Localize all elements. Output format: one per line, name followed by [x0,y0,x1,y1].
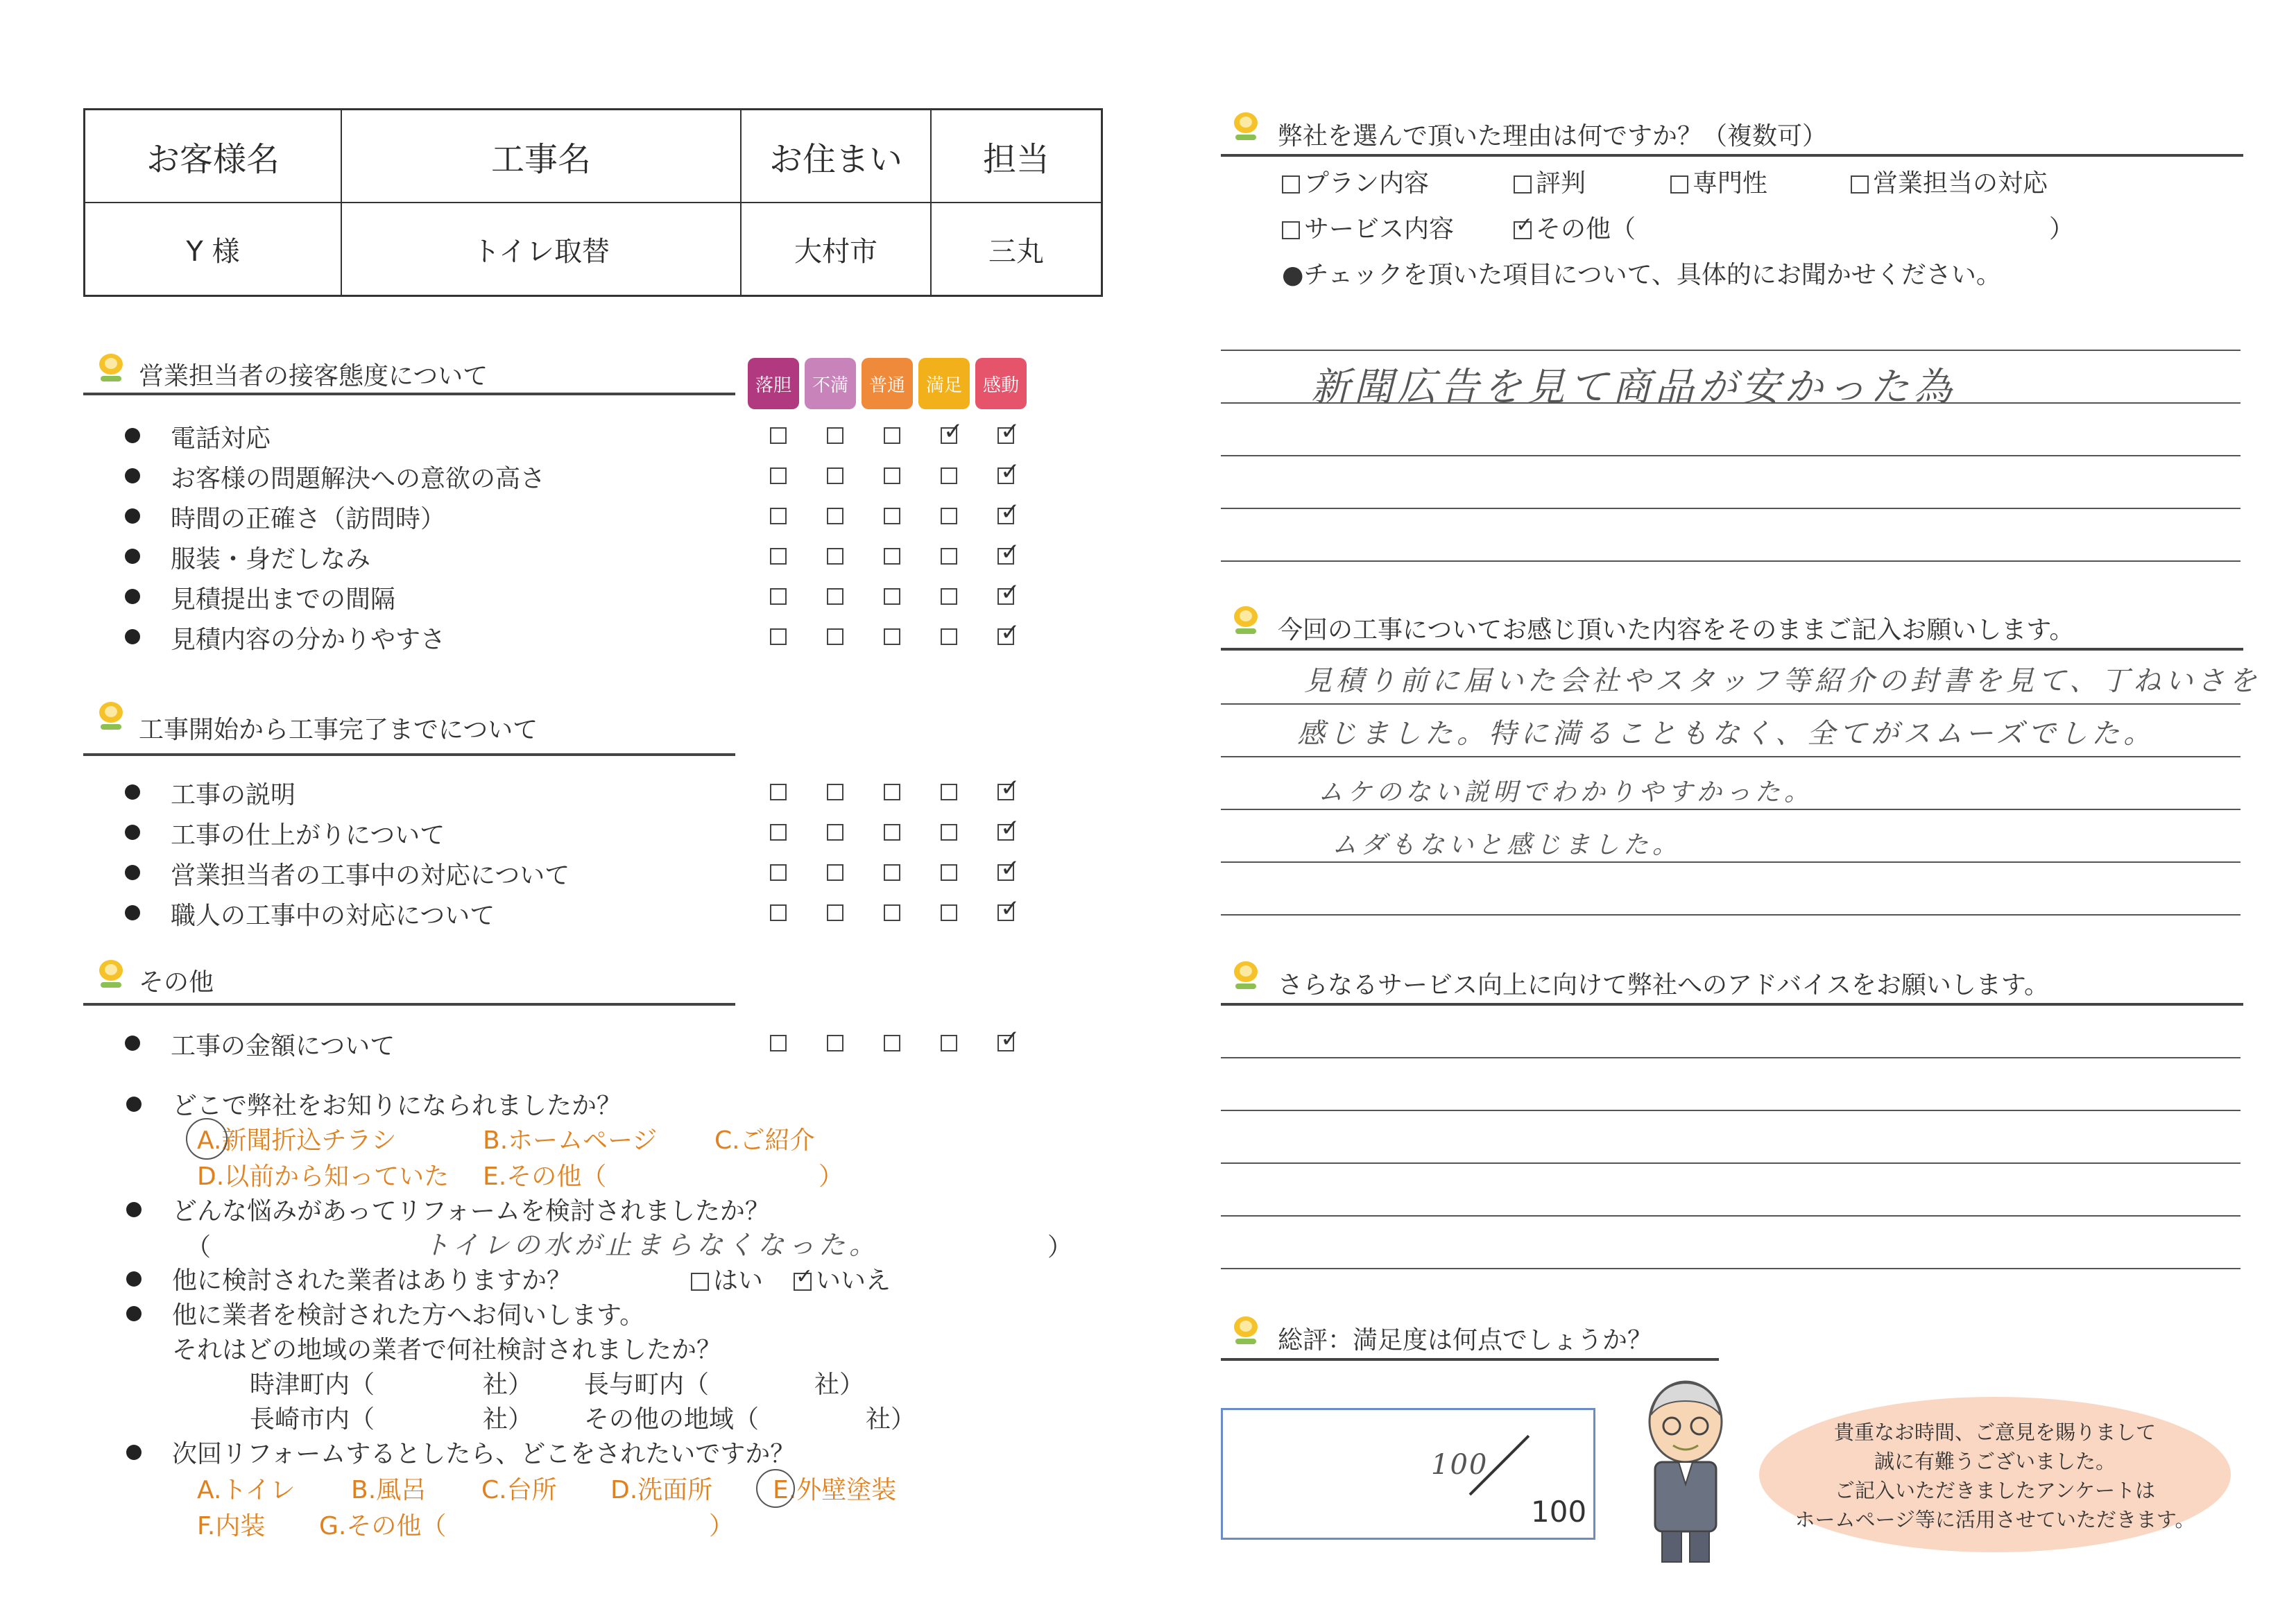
area-nagasaki: 長崎市内（ [250,1405,375,1434]
customer-value: Y 様 [85,203,342,295]
survey-item-label: 服装・身だしなみ [171,545,371,574]
q-worry: どんな悩みがあってリフォームを検討されましたか？ [172,1197,770,1226]
bullet [125,629,140,644]
flower-icon [97,702,125,730]
writing-line [1221,703,2241,705]
rating-checkbox[interactable] [827,588,843,605]
how-known-option-c: C.ご紹介 [714,1126,815,1155]
work-value: トイレ取替 [342,203,742,295]
next-option-f: F.内装 [197,1512,266,1540]
rating-checkbox[interactable] [941,824,957,841]
writing-line [1221,1057,2241,1058]
rating-checkbox[interactable] [770,427,787,444]
flower-icon [97,960,125,988]
survey-item-label: お客様の問題解決への意欲の高さ [171,465,546,493]
survey-item-label: 職人の工事中の対応について [171,902,495,930]
rating-header-0: 落胆 [748,358,799,409]
how-known-close: ） [819,1162,844,1191]
area-other-count: 社） [866,1405,916,1434]
area-nagasaki-count: 社） [483,1405,533,1434]
rating-checkbox[interactable] [997,824,1014,841]
section3-title: その他 [139,968,214,997]
bullet [126,1271,142,1287]
writing-line [1221,455,2241,456]
bullet [125,905,140,920]
section2-underline [83,753,735,756]
section2-title: 工事開始から工事完了までについて [139,716,538,744]
rating-checkbox[interactable] [827,548,843,565]
flower-icon [1232,606,1260,634]
rating-checkbox[interactable] [941,548,957,565]
next-option-d: D.洗面所 [610,1476,713,1504]
rating-checkbox[interactable] [827,864,843,881]
rating-checkbox[interactable] [997,904,1014,921]
thanks-line: ホームページ等に活用させていただきます。 [1794,1508,2195,1531]
rating-checkbox[interactable] [997,628,1014,645]
reputation-checkbox[interactable] [1514,175,1532,194]
rating-checkbox[interactable] [997,784,1014,800]
sales-label: 営業担当の対応 [1873,169,2048,198]
q-how-known: どこで弊社をお知りになられましたか？ [172,1092,622,1120]
area-other: その他の地域（ [584,1405,760,1434]
worry-answer: トイレの水が止まらなくなった。 [423,1230,880,1260]
rating-checkbox[interactable] [770,824,787,841]
q1-option-plan [1282,164,1429,199]
yes-label: はい [713,1266,764,1295]
next-option-e: E.外壁塗装 [773,1476,897,1504]
rating-checkbox[interactable] [941,904,957,921]
rating-checkbox[interactable] [941,588,957,605]
q2-answer-line2: 感じました。特に満ることもなく、全てがスムーズでした。 [1297,718,2156,750]
other-vendor-no [794,1261,891,1296]
rating-checkbox[interactable] [770,864,787,881]
rating-checkbox[interactable] [827,904,843,921]
rating-checkbox[interactable] [884,784,900,800]
rating-checkbox[interactable] [997,427,1014,444]
survey-item-label: 時間の正確さ（訪問時） [171,505,446,533]
q1-title: 弊社を選んで頂いた理由は何ですか？（複数可） [1278,122,1828,151]
q1-option-expertise [1670,164,1767,199]
q4-underline [1221,1358,1719,1361]
rating-checkbox[interactable] [884,864,900,881]
plan-checkbox[interactable] [1282,175,1300,194]
q-next: 次回リフォームするとしたら、どこをされたいですか？ [172,1440,796,1468]
rating-header-1: 不満 [805,358,856,409]
rating-checkbox[interactable] [884,467,900,484]
q1-underline [1221,154,2243,157]
rating-checkbox[interactable] [884,904,900,921]
bullet [125,784,140,800]
work-header: 工事名 [342,110,742,202]
survey-item-label: 工事の仕上がりについて [171,821,445,850]
other-vendor-yes [691,1261,763,1296]
bullet [125,865,140,880]
plan-label: プラン内容 [1304,169,1430,198]
service-checkbox[interactable] [1282,221,1300,239]
rating-checkbox[interactable] [997,588,1014,605]
worry-open: （ [186,1233,212,1262]
rating-checkbox[interactable] [884,628,900,645]
rating-checkbox[interactable] [770,784,787,800]
expertise-checkbox[interactable] [1670,175,1688,194]
q2-answer-line1: 見積り前に届いた会社やスタッフ等紹介の封書を見て、丁ねいさを [1304,665,2261,697]
staff-header: 担当 [982,139,1050,179]
bullet [125,549,140,564]
rating-checkbox[interactable] [884,427,900,444]
bullet [126,1306,142,1321]
q2-answer-line3: ムケのない説明でわかりやすかった。 [1318,778,1814,807]
area-tokitsu-count: 社） [483,1371,533,1399]
rating-checkbox[interactable] [941,508,957,524]
rating-checkbox[interactable] [827,784,843,800]
q1-option-reputation [1514,164,1586,199]
address-value: 大村市 [742,203,932,295]
q1-other-close: ） [2049,215,2075,243]
answer-circle [186,1118,228,1160]
rating-checkbox[interactable] [997,467,1014,484]
rating-checkbox[interactable] [770,548,787,565]
survey-item-label: 工事の説明 [171,781,296,809]
thanks-line: 誠に有難うございました。 [1874,1450,2116,1473]
writing-line [1221,861,2241,863]
bullet [125,1036,140,1051]
bullet [125,428,140,443]
section3-underline [83,1003,735,1006]
customer-info-table [83,108,1103,297]
writing-line [1221,1268,2241,1269]
yes-checkbox[interactable] [691,1273,709,1291]
flower-icon [1232,112,1260,140]
q2-answer-line4: ムダもないと感じました。 [1332,831,1682,859]
how-known-option-a: A.新聞折込チラシ [197,1126,397,1155]
writing-line [1221,809,2241,810]
score-box [1221,1408,1595,1540]
bullet [125,468,140,483]
thanks-text [1759,1418,2231,1534]
survey-item-label: 営業担当者の工事中の対応について [171,861,570,890]
rating-checkbox[interactable] [941,427,957,444]
how-known-option-e: E.その他（ [483,1162,607,1191]
thanks-bubble [1759,1397,2231,1552]
next-option-b: B.風呂 [351,1476,427,1504]
no-label: いいえ [816,1266,891,1295]
survey-item-label: 見積提出までの間隔 [171,585,396,614]
rating-checkbox[interactable] [941,1035,957,1051]
answer-circle [756,1469,795,1508]
flower-icon [1232,1316,1260,1344]
rating-checkbox[interactable] [997,508,1014,524]
rating-checkbox[interactable] [827,427,843,444]
rating-checkbox[interactable] [884,1035,900,1051]
survey-item-label: 見積内容の分かりやすさ [171,626,446,654]
customer-header: お客様名 [85,110,342,202]
worry-close: ） [1047,1233,1073,1262]
q3-underline [1221,1003,2243,1006]
sales-checkbox[interactable] [1851,175,1869,194]
rating-checkbox[interactable] [770,904,787,921]
rating-checkbox[interactable] [770,1035,787,1051]
area-nagayo-count: 社） [814,1371,865,1399]
next-option-a: A.トイレ [197,1476,295,1504]
writing-line [1221,402,2241,404]
writing-line [1221,914,2241,916]
q-other-area-line1: 他に業者を検討された方へお伺いします。 [172,1301,645,1330]
score-written: 100 [1431,1449,1489,1481]
survey-item-label: 電話対応 [171,424,271,453]
bullet [126,1202,142,1217]
next-option-g-close: ） [709,1512,735,1540]
rating-checkbox[interactable] [997,1035,1014,1051]
other-checkbox[interactable] [1514,221,1532,239]
staff-value: 三丸 [988,235,1044,268]
no-checkbox[interactable] [794,1273,812,1291]
writing-line [1221,756,2241,757]
rating-checkbox[interactable] [827,508,843,524]
rating-checkbox[interactable] [941,864,957,881]
address-header: お住まい [742,110,932,202]
bullet [126,1097,142,1112]
q1-option-service [1282,209,1454,245]
rating-header-3: 満足 [918,358,970,409]
writing-line [1221,560,2241,562]
section1-underline [83,393,735,395]
rating-checkbox[interactable] [884,548,900,565]
q2-title: 今回の工事についてお感じ頂いた内容をそのままご記入お願いします。 [1278,616,2075,644]
survey-item-label: 工事の金額について [171,1032,395,1060]
next-option-g: G.その他（ [319,1512,447,1540]
other-label: その他（ [1536,215,1636,243]
writing-line [1221,1110,2241,1111]
rating-checkbox[interactable] [827,467,843,484]
expertise-label: 専門性 [1693,169,1768,198]
rating-checkbox[interactable] [770,508,787,524]
q4-title: 総評：満足度は何点でしょうか？ [1278,1326,1653,1355]
how-known-option-d: D.以前から知っていた [197,1162,449,1191]
bullet [126,1445,142,1460]
q1-option-sales [1851,164,2048,199]
rating-header-4: 感動 [975,358,1027,409]
section1-title: 営業担当者の接客態度について [139,362,488,390]
score-max: 100 [1531,1495,1587,1529]
q1-answer: 新聞広告を見て商品が安かった為 [1311,365,1956,410]
mascot-illustration [1623,1380,1748,1568]
rating-checkbox[interactable] [997,548,1014,565]
flower-icon [97,354,125,381]
rating-checkbox[interactable] [827,824,843,841]
q-other-vendor: 他に検討された業者はありますか？ [172,1266,572,1295]
rating-checkbox[interactable] [827,1035,843,1051]
rating-checkbox[interactable] [884,824,900,841]
thanks-line: ご記入いただきましたアンケートは [1834,1479,2156,1502]
bullet [125,508,140,524]
rating-checkbox[interactable] [770,467,787,484]
rating-header-2: 普通 [862,358,913,409]
q1-option-other [1514,209,1636,245]
area-tokitsu: 時津町内（ [250,1371,375,1399]
q1-note: ●チェックを頂いた項目について、具体的にお聞かせください。 [1282,261,2001,289]
writing-line [1221,508,2241,509]
rating-checkbox[interactable] [884,588,900,605]
flower-icon [1232,961,1260,989]
how-known-option-b: B.ホームページ [483,1126,658,1155]
rating-checkbox[interactable] [941,784,957,800]
rating-checkbox[interactable] [827,628,843,645]
bullet [125,825,140,840]
reputation-label: 評判 [1536,169,1586,198]
writing-line [1221,350,2241,351]
bullet [125,589,140,604]
next-option-c: C.台所 [481,1476,557,1504]
q-other-area-line2: それはどの地域の業者で何社検討されましたか？ [172,1336,722,1364]
rating-checkbox[interactable] [770,628,787,645]
q2-underline [1221,648,2243,651]
service-label: サービス内容 [1304,215,1455,243]
writing-line [1221,1162,2241,1164]
rating-checkbox[interactable] [941,628,957,645]
area-nagayo: 長与町内（ [584,1371,710,1399]
writing-line [1221,1215,2241,1217]
q3-title: さらなるサービス向上に向けて弊社へのアドバイスをお願いします。 [1278,971,2050,999]
rating-checkbox[interactable] [884,508,900,524]
rating-checkbox[interactable] [770,588,787,605]
rating-checkbox[interactable] [941,467,957,484]
thanks-line: 貴重なお時間、ご意見を賜りまして [1833,1420,2156,1444]
rating-checkbox[interactable] [997,864,1014,881]
